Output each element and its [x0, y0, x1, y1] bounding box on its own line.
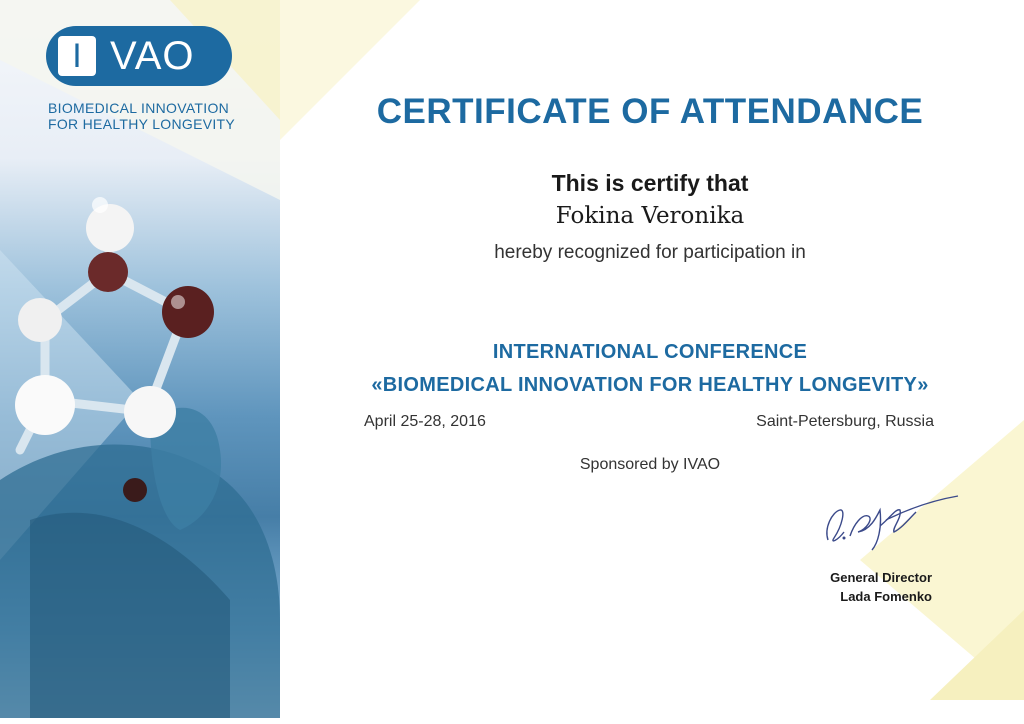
atom-white	[18, 298, 62, 342]
signer-name: Lada Fomenko	[840, 589, 932, 604]
recipient-name: Fokina Veronika	[555, 203, 745, 229]
conference-line-2: «BIOMEDICAL INNOVATION FOR HEALTHY LONGEVITY»	[371, 374, 929, 396]
tagline-line-1: BIOMEDICAL INNOVATION	[48, 100, 230, 116]
molecule-photo	[0, 0, 280, 718]
sponsor-line: Sponsored by IVAO	[579, 456, 721, 473]
logo-letter: I	[58, 36, 96, 76]
ivao-logo	[46, 26, 232, 86]
atom-white	[15, 375, 75, 435]
signer-title: General Director	[830, 570, 932, 585]
atom-dark	[88, 252, 128, 292]
atom-dark	[162, 286, 214, 338]
atom-white	[124, 386, 176, 438]
certificate-title: CERTIFICATE OF ATTENDANCE	[376, 92, 924, 131]
certify-line: This is certify that	[551, 170, 749, 196]
recognized-line: hereby recognized for participation in	[494, 242, 806, 263]
organization-tagline	[48, 100, 278, 132]
conference-location: Saint-Petersburg, Russia	[756, 413, 934, 430]
atom-dark	[123, 478, 147, 502]
handwritten-signature	[810, 488, 960, 558]
logo-word: VAO	[110, 34, 195, 78]
conference-date: April 25-28, 2016	[364, 413, 486, 430]
conference-line-1: INTERNATIONAL CONFERENCE	[492, 341, 808, 363]
tagline-line-2: FOR HEALTHY LONGEVITY	[48, 116, 236, 132]
atom-white	[86, 204, 134, 252]
